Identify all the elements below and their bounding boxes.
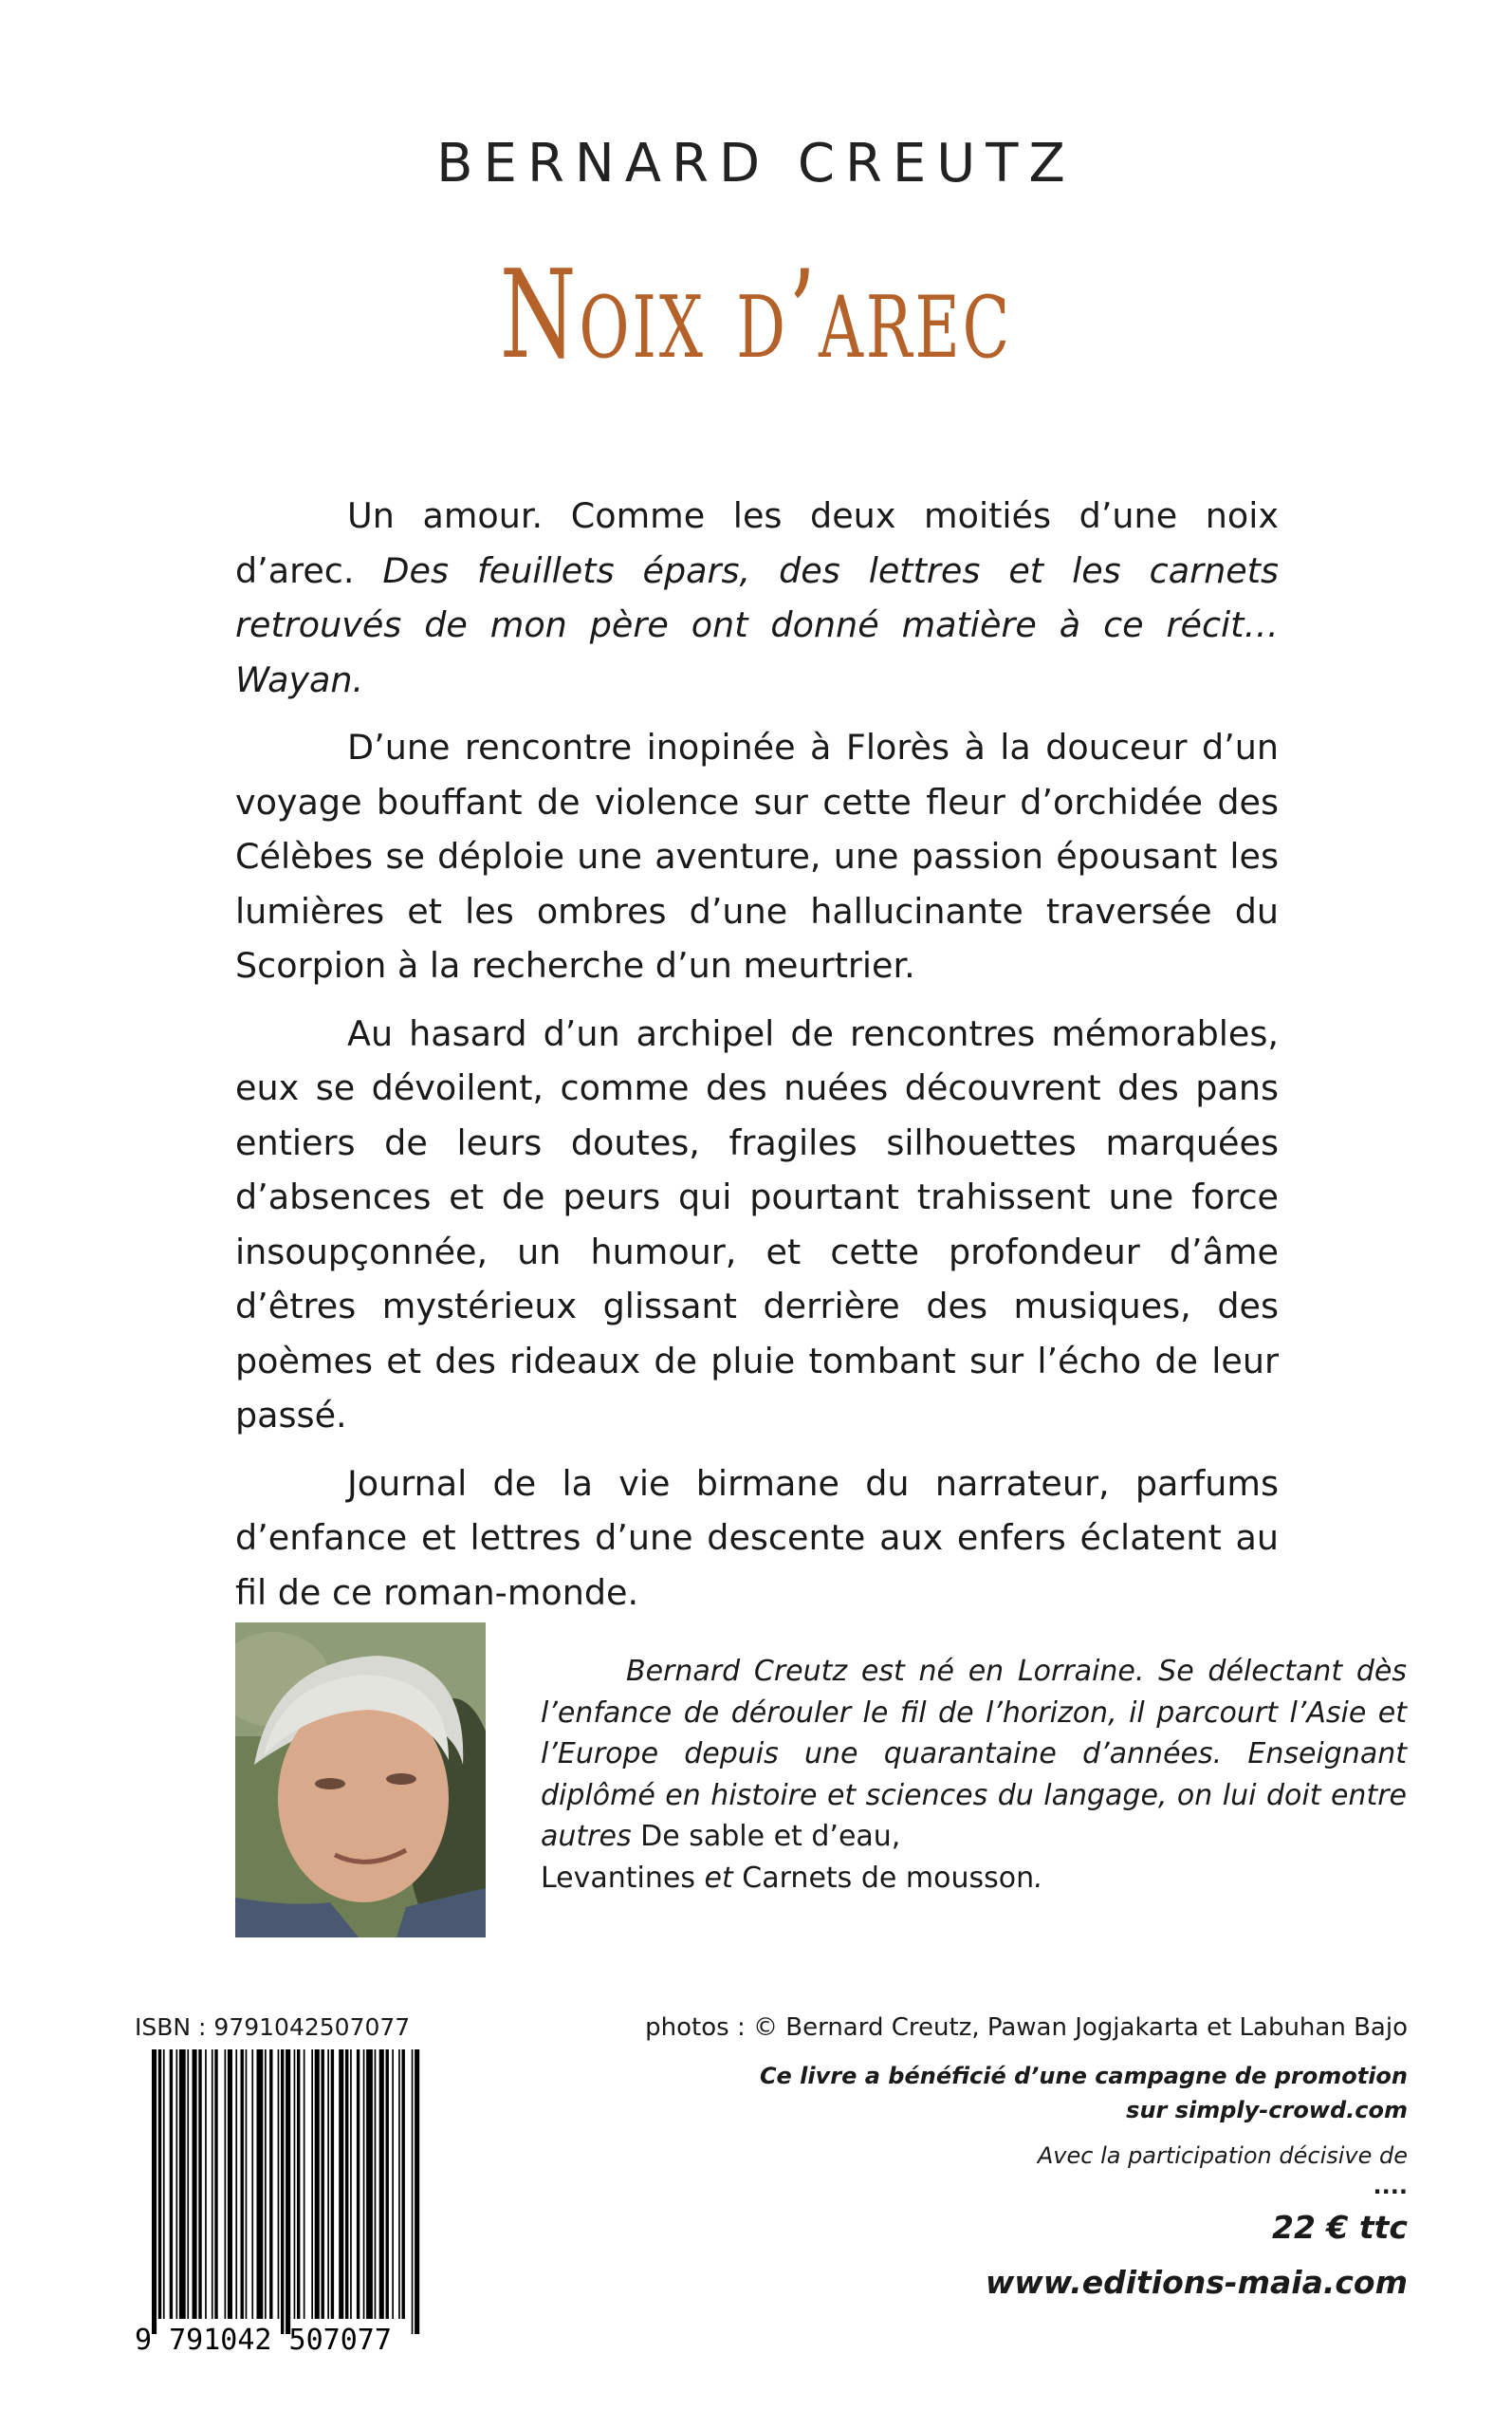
bio-book-3: Carnets de mousson (742, 1861, 1035, 1895)
barcode-bar (350, 2049, 352, 2319)
barcode-bar (228, 2049, 232, 2319)
barcode-bar (281, 2049, 284, 2334)
barcode-bar (392, 2049, 394, 2319)
blurb-paragraph-4: Journal de la vie birmane du narrateur, parfums d’enfance et lettres d’une descente aux enfers éclatent au fil de ce roman-monde. (235, 1462, 1279, 1613)
barcode-bar (198, 2049, 201, 2319)
barcode-bar (363, 2049, 365, 2319)
bio-and: et (695, 1861, 743, 1895)
barcode-bar (193, 2049, 197, 2319)
barcode-bar (225, 2049, 227, 2319)
bio-text: Bernard Creutz est né en Lorraine. Se délectant dès l’enfance de dérouler le fil de l’horizon, il parcourt l’Asie et l’Europe depuis une quarantaine d’années. Enseignant diplômé en histoire et sciences du langage, on lui doit entre autres (541, 1655, 1407, 1853)
price: 22 € ttc (1272, 2209, 1408, 2246)
barcode-bar (176, 2049, 178, 2319)
barcode-bar (214, 2049, 217, 2319)
blurb-paragraph-1 (235, 489, 1279, 707)
photo-credits: photos : © Bernard Creutz, Pawan Jogjakarta et Labuhan Bajo (645, 2013, 1408, 2042)
barcode-bar (322, 2049, 324, 2319)
barcode-bar (187, 2049, 189, 2319)
barcode-bar (415, 2049, 419, 2334)
barcode-bar (212, 2049, 213, 2319)
barcode-bar (269, 2049, 272, 2319)
barcode-bar (265, 2049, 267, 2319)
barcode-bar (158, 2049, 161, 2319)
barcode-bar (412, 2049, 414, 2334)
barcode-bar (152, 2049, 157, 2334)
barcode-bar (278, 2049, 280, 2319)
promotion-note (760, 2059, 1408, 2127)
barcode-bar (366, 2049, 373, 2319)
blurb-p1-start: Un amour. Comme les deux moitiés d’une noix d’arec. (235, 495, 1279, 591)
barcode-bar (327, 2049, 329, 2319)
barcode-bar (297, 2049, 300, 2319)
barcode-bar (331, 2049, 334, 2319)
barcode-bar (205, 2049, 207, 2319)
author-name: BERNARD CREUTZ (436, 133, 1076, 195)
promotion-line-1: Ce livre a bénéficié d’une campagne de promotion (759, 2063, 1408, 2089)
author-biography (541, 1651, 1407, 1899)
barcode-bar (235, 2049, 237, 2319)
back-cover-blurb (235, 489, 1279, 1620)
participation-note: Avec la participation décisive de (1037, 2142, 1408, 2169)
barcode-bar (375, 2049, 377, 2319)
bio-book-2: Levantines (541, 1861, 695, 1895)
isbn-label: ISBN : 9791042507077 (135, 2013, 411, 2041)
barcode-bar (179, 2049, 186, 2319)
blurb-p1-italic: Des feuillets épars, des lettres et les carnets retrouvés de mon père ont donné matière à ce récit… Wayan. (235, 549, 1279, 700)
barcode-bar (398, 2049, 400, 2319)
barcode-bar (315, 2049, 320, 2319)
barcode-bar (170, 2049, 173, 2319)
bio-end: . (1034, 1861, 1043, 1895)
bio-book-1: De sable et d’eau, (640, 1820, 901, 1853)
author-portrait-icon (235, 1622, 486, 1937)
barcode-bar (163, 2049, 165, 2319)
blurb-paragraph-2: D’une rencontre inopinée à Florès à la douceur d’un voyage bouffant de violence sur cette fleur d’orchidée des Célèbes se déploie une aventure, une passion épousant les lumières et les ombres d’une hallucinante traversée du Scorpion à la recherche d’un meurtrier. (235, 727, 1279, 986)
book-title: Noix d’arec (499, 245, 1013, 386)
barcode-bar (257, 2049, 264, 2319)
promotion-line-2: sur simply-crowd.com (1126, 2097, 1408, 2123)
blurb-paragraph-3: Au hasard d’un archipel de rencontres mémorables, eux se dévoilent, comme des nuées découvrent des pans entiers de leurs doutes, fragiles silhouettes marquées d’absences et de peurs qui pourtant trahissent une force insoupçonnée, un humour, et cette profondeur d’âme d’êtres mystérieux glissant derrière des musiques, des poèmes et des rideaux de pluie tombant sur l’écho de leur passé. (235, 1012, 1279, 1436)
barcode-bar (251, 2049, 253, 2319)
author-photo (235, 1622, 486, 1937)
barcode-bar (402, 2049, 405, 2319)
barcode-bar (357, 2049, 360, 2319)
participation-placeholder: .... (1373, 2173, 1408, 2199)
barcode-bar (386, 2049, 389, 2319)
barcode-bar (294, 2049, 296, 2319)
barcode-bar (246, 2049, 248, 2319)
barcode-bar (379, 2049, 384, 2319)
barcode-bar (304, 2049, 305, 2319)
barcode-bar (311, 2049, 313, 2319)
barcode-digits: 9 791042 507077 (135, 2324, 392, 2353)
barcode (135, 2049, 421, 2353)
publisher-website: www.editions-maia.com (985, 2264, 1408, 2301)
barcode-bar (345, 2049, 348, 2319)
bio-paragraph (541, 1651, 1407, 1899)
barcode-bar (286, 2049, 290, 2334)
barcode-bar (339, 2049, 343, 2319)
barcode-bar (241, 2049, 244, 2319)
